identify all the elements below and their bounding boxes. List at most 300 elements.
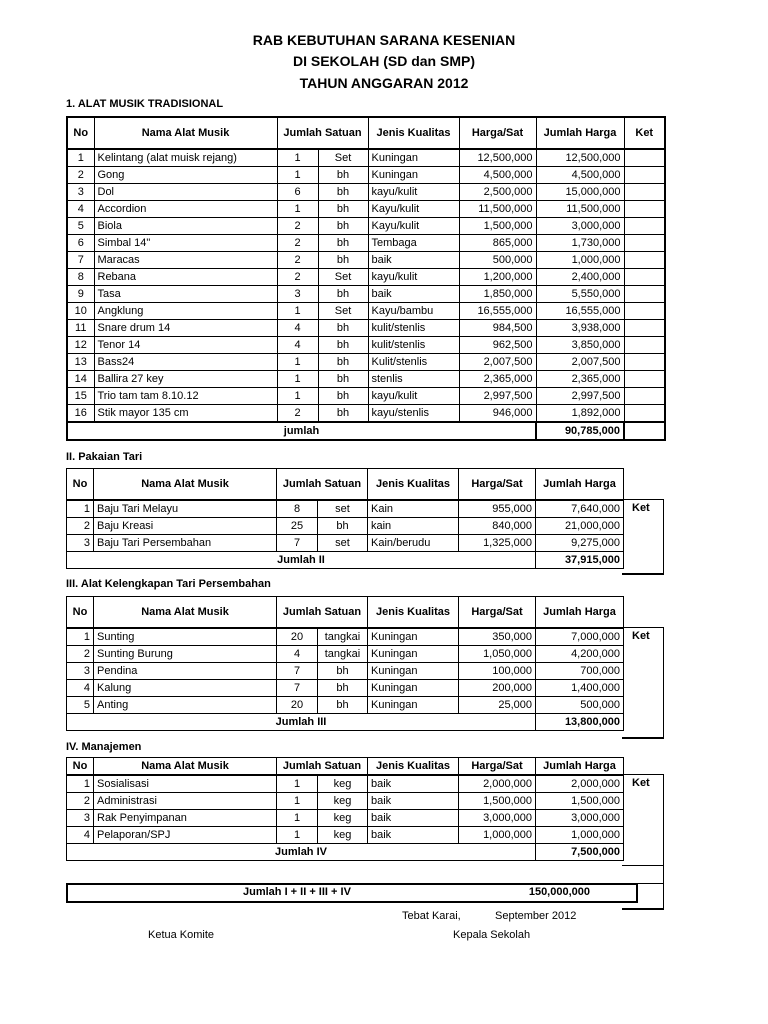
- header-jumlah-harga: Jumlah Harga: [536, 469, 624, 501]
- cell-jumlah-harga: 16,555,000: [536, 303, 624, 320]
- cell-no: 3: [67, 535, 94, 552]
- table-row: [67, 218, 665, 235]
- table-row: [67, 252, 665, 269]
- cell-jenis: Kayu/kulit: [368, 218, 459, 235]
- ket-box-right: [663, 499, 664, 575]
- cell-nama: Rebana: [94, 269, 277, 286]
- cell-satuan: bh: [318, 388, 368, 405]
- table-row: [67, 793, 624, 810]
- cell-harga: 11,500,000: [459, 201, 536, 218]
- cell-satuan: bh: [318, 371, 368, 388]
- cell-ket: [624, 149, 665, 167]
- cell-harga: 1,200,000: [459, 269, 536, 286]
- cell-harga: 1,850,000: [459, 286, 536, 303]
- cell-ket: [624, 252, 665, 269]
- cell-nama: Sunting Burung: [94, 646, 277, 663]
- cell-ket: [624, 354, 665, 371]
- table-section2: [66, 468, 624, 569]
- cell-jenis: kayu/kulit: [368, 269, 459, 286]
- cell-ket: [624, 167, 665, 184]
- cell-jenis: kayu/stenlis: [368, 405, 459, 423]
- cell-jenis: Tembaga: [368, 235, 459, 252]
- total-label: Jumlah II: [67, 552, 536, 569]
- cell-nama: Angklung: [94, 303, 277, 320]
- cell-jenis: baik: [368, 775, 459, 793]
- grand-total-label: Jumlah I + II + III + IV: [243, 886, 351, 898]
- cell-nama: Ballira 27 key: [94, 371, 277, 388]
- cell-harga: 350,000: [459, 628, 536, 646]
- ket-box-right: [663, 774, 664, 884]
- cell-ket: [624, 286, 665, 303]
- cell-no: 11: [67, 320, 94, 337]
- cell-no: 3: [67, 184, 94, 201]
- cell-ket: [624, 235, 665, 252]
- signature-right-title: Kepala Sekolah: [453, 929, 531, 941]
- cell-harga: 2,500,000: [459, 184, 536, 201]
- cell-ket: [624, 337, 665, 354]
- total-ket-cell: [624, 422, 665, 440]
- cell-jumlah-harga: 500,000: [536, 697, 624, 714]
- cell-nama: Rak Penyimpanan: [94, 810, 277, 827]
- cell-jumlah-harga: 5,550,000: [536, 286, 624, 303]
- cell-qty: 4: [277, 337, 318, 354]
- cell-jumlah-harga: 3,000,000: [536, 810, 624, 827]
- cell-jenis: Kulit/stenlis: [368, 354, 459, 371]
- cell-jumlah-harga: 2,400,000: [536, 269, 624, 286]
- cell-qty: 2: [277, 269, 318, 286]
- cell-nama: Administrasi: [94, 793, 277, 810]
- cell-harga: 1,050,000: [459, 646, 536, 663]
- cell-no: 7: [67, 252, 94, 269]
- table-row: [67, 235, 665, 252]
- cell-qty: 8: [277, 500, 318, 518]
- cell-no: 10: [67, 303, 94, 320]
- header-nama: Nama Alat Musik: [94, 597, 277, 629]
- ket-box-bottom: [622, 573, 664, 575]
- table-row: [67, 286, 665, 303]
- header-no: No: [67, 597, 94, 629]
- header-nama: Nama Alat Musik: [94, 117, 277, 149]
- table-row: [67, 201, 665, 218]
- cell-satuan: bh: [318, 167, 368, 184]
- header-jumlah-harga: Jumlah Harga: [536, 597, 624, 629]
- header-no: No: [67, 469, 94, 501]
- cell-jumlah-harga: 700,000: [536, 663, 624, 680]
- cell-satuan: bh: [318, 337, 368, 354]
- cell-qty: 2: [277, 235, 318, 252]
- cell-nama: Accordion: [94, 201, 277, 218]
- table-section1: [66, 116, 666, 441]
- cell-jumlah-harga: 4,200,000: [536, 646, 624, 663]
- cell-satuan: bh: [318, 354, 368, 371]
- cell-harga: 946,000: [459, 405, 536, 423]
- header-jumlah-harga: Jumlah Harga: [536, 117, 624, 149]
- cell-jumlah-harga: 4,500,000: [536, 167, 624, 184]
- doc-title-line3: TAHUN ANGGARAN 2012: [299, 75, 469, 91]
- cell-harga: 200,000: [459, 680, 536, 697]
- table-section4: [66, 757, 624, 861]
- cell-harga: 1,500,000: [459, 793, 536, 810]
- cell-satuan: bh: [318, 286, 368, 303]
- header-no: No: [67, 758, 94, 776]
- header-jumlah-satuan: Jumlah Satuan: [277, 758, 368, 776]
- cell-no: 14: [67, 371, 94, 388]
- cell-satuan: bh: [318, 184, 368, 201]
- cell-harga: 955,000: [459, 500, 536, 518]
- cell-nama: Maracas: [94, 252, 277, 269]
- cell-jumlah-harga: 2,000,000: [536, 775, 624, 793]
- cell-satuan: keg: [318, 827, 368, 844]
- cell-qty: 20: [277, 697, 318, 714]
- table-row: [67, 518, 624, 535]
- table-row: [67, 337, 665, 354]
- cell-satuan: bh: [318, 320, 368, 337]
- cell-nama: Baju Tari Persembahan: [94, 535, 277, 552]
- cell-qty: 1: [277, 775, 318, 793]
- cell-harga: 12,500,000: [459, 149, 536, 167]
- header-nama: Nama Alat Musik: [94, 758, 277, 776]
- signature-date: September 2012: [495, 910, 577, 922]
- cell-no: 2: [67, 518, 94, 535]
- cell-no: 2: [67, 646, 94, 663]
- cell-nama: Simbal 14": [94, 235, 277, 252]
- header-jenis: Jenis Kualitas: [368, 117, 459, 149]
- cell-satuan: set: [318, 500, 368, 518]
- cell-jenis: kain: [368, 518, 459, 535]
- ket-box-bottom: [622, 737, 664, 739]
- cell-qty: 1: [277, 167, 318, 184]
- cell-nama: Trio tam tam 8.10.12: [94, 388, 277, 405]
- cell-jenis: Kuningan: [368, 680, 459, 697]
- cell-qty: 1: [277, 201, 318, 218]
- cell-no: 13: [67, 354, 94, 371]
- total-label: Jumlah III: [67, 714, 536, 731]
- total-row: [67, 552, 624, 569]
- cell-no: 4: [67, 827, 94, 844]
- cell-jenis: Kain: [368, 500, 459, 518]
- header-ket: Ket: [624, 117, 665, 149]
- cell-nama: Anting: [94, 697, 277, 714]
- cell-harga: 1,500,000: [459, 218, 536, 235]
- table-header-row: [67, 469, 624, 501]
- cell-no: 4: [67, 680, 94, 697]
- ket-box-top: [622, 499, 664, 500]
- cell-nama: Gong: [94, 167, 277, 184]
- cell-harga: 2,997,500: [459, 388, 536, 405]
- table-row: [67, 775, 624, 793]
- total-value: 7,500,000: [536, 844, 624, 861]
- cell-no: 9: [67, 286, 94, 303]
- grand-total-box: [66, 883, 638, 903]
- cell-qty: 4: [277, 320, 318, 337]
- cell-no: 15: [67, 388, 94, 405]
- cell-harga: 865,000: [459, 235, 536, 252]
- ket-label-section2: Ket: [632, 502, 650, 514]
- header-harga: Harga/Sat: [459, 597, 536, 629]
- header-jenis: Jenis Kualitas: [368, 469, 459, 501]
- cell-qty: 3: [277, 286, 318, 303]
- total-label: jumlah: [67, 422, 536, 440]
- cell-jenis: Kuningan: [368, 149, 459, 167]
- table-row: [67, 663, 624, 680]
- cell-no: 12: [67, 337, 94, 354]
- cell-satuan: keg: [318, 793, 368, 810]
- cell-no: 6: [67, 235, 94, 252]
- cell-satuan: Set: [318, 269, 368, 286]
- cell-jenis: Kayu/kulit: [368, 201, 459, 218]
- cell-jumlah-harga: 1,892,000: [536, 405, 624, 423]
- cell-nama: Tasa: [94, 286, 277, 303]
- cell-no: 1: [67, 500, 94, 518]
- cell-no: 16: [67, 405, 94, 423]
- cell-no: 1: [67, 628, 94, 646]
- table-header-row: [67, 758, 624, 776]
- cell-harga: 2,365,000: [459, 371, 536, 388]
- header-jumlah-satuan: Jumlah Satuan: [277, 597, 368, 629]
- table-row: [67, 303, 665, 320]
- signature-place: Tebat Karai,: [402, 910, 461, 922]
- cell-nama: Sosialisasi: [94, 775, 277, 793]
- cell-jumlah-harga: 2,007,500: [536, 354, 624, 371]
- cell-jumlah-harga: 9,275,000: [536, 535, 624, 552]
- table-row: [67, 535, 624, 552]
- cell-qty: 1: [277, 827, 318, 844]
- cell-nama: Kalung: [94, 680, 277, 697]
- total-value: 90,785,000: [536, 422, 624, 440]
- cell-jenis: kulit/stenlis: [368, 337, 459, 354]
- cell-satuan: keg: [318, 810, 368, 827]
- table-row: [67, 810, 624, 827]
- grand-ket-right: [663, 883, 664, 910]
- table-row: [67, 827, 624, 844]
- cell-nama: Kelintang (alat muisk rejang): [94, 149, 277, 167]
- cell-jenis: baik: [368, 286, 459, 303]
- cell-no: 2: [67, 167, 94, 184]
- table-row: [67, 269, 665, 286]
- cell-jenis: kulit/stenlis: [368, 320, 459, 337]
- grand-ket-bottom: [622, 908, 664, 910]
- cell-jenis: Kuningan: [368, 628, 459, 646]
- section2-title: II. Pakaian Tari: [66, 451, 143, 463]
- cell-jumlah-harga: 15,000,000: [536, 184, 624, 201]
- total-value: 13,800,000: [536, 714, 624, 731]
- ket-box-mid: [622, 865, 664, 866]
- cell-jenis: baik: [368, 827, 459, 844]
- header-nama: Nama Alat Musik: [94, 469, 277, 501]
- cell-jenis: Kuningan: [368, 697, 459, 714]
- cell-ket: [624, 184, 665, 201]
- cell-nama: Baju Kreasi: [94, 518, 277, 535]
- cell-no: 1: [67, 775, 94, 793]
- cell-harga: 2,000,000: [459, 775, 536, 793]
- table-row: [67, 371, 665, 388]
- total-row: [67, 714, 624, 731]
- cell-harga: 962,500: [459, 337, 536, 354]
- header-no: No: [67, 117, 94, 149]
- cell-qty: 1: [277, 371, 318, 388]
- cell-harga: 1,000,000: [459, 827, 536, 844]
- table-section3: [66, 596, 624, 731]
- table-row: [67, 680, 624, 697]
- cell-jumlah-harga: 1,500,000: [536, 793, 624, 810]
- cell-jumlah-harga: 1,730,000: [536, 235, 624, 252]
- cell-no: 3: [67, 810, 94, 827]
- cell-satuan: bh: [318, 405, 368, 423]
- signature-left-title: Ketua Komite: [148, 929, 215, 941]
- cell-satuan: bh: [318, 252, 368, 269]
- cell-no: 3: [67, 663, 94, 680]
- cell-jumlah-harga: 3,000,000: [536, 218, 624, 235]
- cell-qty: 1: [277, 149, 318, 167]
- table-row: [67, 500, 624, 518]
- cell-jenis: Kuningan: [368, 167, 459, 184]
- cell-ket: [624, 269, 665, 286]
- cell-nama: Biola: [94, 218, 277, 235]
- table-row: [67, 697, 624, 714]
- table-header-row: [67, 597, 624, 629]
- table-row: [67, 388, 665, 405]
- cell-satuan: Set: [318, 303, 368, 320]
- total-row: [67, 422, 665, 440]
- cell-qty: 7: [277, 663, 318, 680]
- cell-harga: 16,555,000: [459, 303, 536, 320]
- cell-harga: 3,000,000: [459, 810, 536, 827]
- cell-ket: [624, 218, 665, 235]
- cell-jenis: Kuningan: [368, 663, 459, 680]
- header-jumlah-satuan: Jumlah Satuan: [277, 469, 368, 501]
- cell-nama: Snare drum 14: [94, 320, 277, 337]
- cell-jenis: baik: [368, 252, 459, 269]
- cell-nama: Dol: [94, 184, 277, 201]
- cell-ket: [624, 303, 665, 320]
- cell-satuan: Set: [318, 149, 368, 167]
- header-jenis: Jenis Kualitas: [368, 597, 459, 629]
- cell-ket: [624, 388, 665, 405]
- cell-jumlah-harga: 2,997,500: [536, 388, 624, 405]
- cell-jumlah-harga: 1,000,000: [536, 252, 624, 269]
- cell-jenis: kayu/kulit: [368, 388, 459, 405]
- cell-jumlah-harga: 1,400,000: [536, 680, 624, 697]
- ket-box-right: [663, 627, 664, 739]
- cell-satuan: set: [318, 535, 368, 552]
- header-jumlah-satuan: Jumlah Satuan: [277, 117, 368, 149]
- table-header-row: [67, 117, 665, 149]
- cell-harga: 984,500: [459, 320, 536, 337]
- cell-qty: 25: [277, 518, 318, 535]
- cell-no: 1: [67, 149, 94, 167]
- cell-satuan: bh: [318, 235, 368, 252]
- cell-no: 2: [67, 793, 94, 810]
- cell-nama: Pendina: [94, 663, 277, 680]
- grand-total-value: 150,000,000: [528, 886, 590, 898]
- table-row: [67, 628, 624, 646]
- cell-nama: Sunting: [94, 628, 277, 646]
- cell-harga: 25,000: [459, 697, 536, 714]
- table-row: [67, 320, 665, 337]
- cell-satuan: bh: [318, 663, 368, 680]
- table-row: [67, 354, 665, 371]
- header-jumlah-harga: Jumlah Harga: [536, 758, 624, 776]
- cell-nama: Pelaporan/SPJ: [94, 827, 277, 844]
- total-label: Jumlah IV: [67, 844, 536, 861]
- cell-harga: 4,500,000: [459, 167, 536, 184]
- table-row: [67, 405, 665, 423]
- grand-ket-top: [622, 883, 664, 884]
- cell-jenis: baik: [368, 810, 459, 827]
- cell-satuan: keg: [318, 775, 368, 793]
- cell-satuan: bh: [318, 201, 368, 218]
- cell-qty: 1: [277, 793, 318, 810]
- cell-jenis: baik: [368, 793, 459, 810]
- cell-ket: [624, 320, 665, 337]
- cell-qty: 6: [277, 184, 318, 201]
- ket-label-section3: Ket: [632, 630, 650, 642]
- cell-harga: 840,000: [459, 518, 536, 535]
- cell-jenis: Kain/berudu: [368, 535, 459, 552]
- cell-jumlah-harga: 3,850,000: [536, 337, 624, 354]
- cell-qty: 4: [277, 646, 318, 663]
- cell-no: 5: [67, 218, 94, 235]
- table-row: [67, 149, 665, 167]
- header-jenis: Jenis Kualitas: [368, 758, 459, 776]
- section3-title: III. Alat Kelengkapan Tari Persembahan: [66, 578, 271, 590]
- header-harga: Harga/Sat: [459, 117, 536, 149]
- table-row: [67, 646, 624, 663]
- ket-box-top: [622, 774, 664, 775]
- cell-qty: 2: [277, 405, 318, 423]
- cell-qty: 7: [277, 680, 318, 697]
- table-row: [67, 167, 665, 184]
- cell-jumlah-harga: 7,640,000: [536, 500, 624, 518]
- cell-satuan: tangkai: [318, 646, 368, 663]
- cell-qty: 1: [277, 303, 318, 320]
- cell-harga: 2,007,500: [459, 354, 536, 371]
- cell-nama: Baju Tari Melayu: [94, 500, 277, 518]
- cell-satuan: bh: [318, 218, 368, 235]
- cell-qty: 2: [277, 218, 318, 235]
- section1-title: 1. ALAT MUSIK TRADISIONAL: [66, 98, 224, 110]
- cell-qty: 2: [277, 252, 318, 269]
- doc-title-line2: DI SEKOLAH (SD dan SMP): [292, 53, 475, 69]
- cell-ket: [624, 371, 665, 388]
- cell-qty: 1: [277, 354, 318, 371]
- cell-no: 5: [67, 697, 94, 714]
- cell-satuan: bh: [318, 697, 368, 714]
- cell-qty: 20: [277, 628, 318, 646]
- cell-qty: 7: [277, 535, 318, 552]
- cell-qty: 1: [277, 388, 318, 405]
- ket-label-section4: Ket: [632, 777, 650, 789]
- cell-satuan: bh: [318, 518, 368, 535]
- table-row: [67, 184, 665, 201]
- cell-jenis: Kayu/bambu: [368, 303, 459, 320]
- cell-jenis: stenlis: [368, 371, 459, 388]
- cell-qty: 1: [277, 810, 318, 827]
- cell-ket: [624, 201, 665, 218]
- cell-jumlah-harga: 7,000,000: [536, 628, 624, 646]
- ket-box-top: [622, 627, 664, 628]
- cell-no: 8: [67, 269, 94, 286]
- cell-nama: Stik mayor 135 cm: [94, 405, 277, 423]
- cell-nama: Bass24: [94, 354, 277, 371]
- cell-harga: 100,000: [459, 663, 536, 680]
- cell-ket: [624, 405, 665, 423]
- doc-title-line1: RAB KEBUTUHAN SARANA KESENIAN: [252, 32, 516, 48]
- total-value: 37,915,000: [536, 552, 624, 569]
- cell-no: 4: [67, 201, 94, 218]
- total-row: [67, 844, 624, 861]
- cell-nama: Tenor 14: [94, 337, 277, 354]
